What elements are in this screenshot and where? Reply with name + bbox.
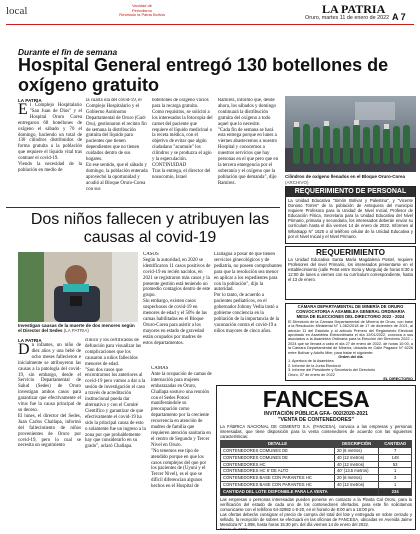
table-row: [221, 482, 412, 489]
story2-byline: LA PATRIA: [18, 338, 42, 343]
cell: CONTENEDORES BASE CON PARANTES HC: [221, 482, 335, 489]
notice3-title: CÁMARA DEPARTAMENTAL DE MINERÍA DE ORURO CONVOCATORIA A ASAMBLEA GENERAL ORDINARIA MESA DE ELECCIONES DEL DIRECTORIO 2022 - 2024: [296, 304, 405, 319]
total-value: 234: [379, 488, 412, 495]
notice2-title: REQUERIMIENTO: [316, 248, 385, 257]
official-speaking-photo: [18, 252, 138, 322]
notice-requerimiento-personal: [285, 186, 416, 244]
table-row: [221, 475, 412, 482]
cell: CONTENEDORES HC: [221, 461, 335, 468]
story1-photo-credit: (ARCHIVO): [285, 180, 309, 185]
cell: 3: [379, 475, 412, 482]
table-row: [221, 454, 412, 461]
cell: 7: [379, 448, 412, 455]
fancesa-ad: [216, 385, 416, 530]
page-number: A 7: [392, 12, 406, 22]
containers-table: [220, 440, 412, 495]
notice1-title: REQUERIMIENTO DE PERSONAL: [286, 187, 415, 197]
fancesa-intro: La FÁBRICA NACIONAL DE CEMENTO S.A. (FANCESA), convoca a las empresas y personas interesadas, que tiene disposición para la venta contenedores de acuerdo con las siguientes características:: [220, 424, 412, 440]
story2-col-c-text: Dn infantes, un niño de diez años y una bebé de ocho meses fallecieron e inicialmente se atribuyeron las causas a la patología del covid-19, sin embargo, desde el Servicio Departamental de Salud (Sedes) de Oruro investigan ambos casos para garantizar que efectivamente el virus fue la causa principal de su deceso. El lunes, el director del Sedes, Juan Carlos Challapa, informó del fallecimiento de niños provenientes de Oruro por covid-19, pero lo cual se necesita un seguimiento: [18, 341, 81, 449]
cell: CONTENEDORES COMUNES DE: [221, 448, 335, 455]
story-divider: [6, 207, 280, 208]
table-row: [221, 461, 412, 468]
table-total-row: [221, 488, 412, 495]
masthead: [0, 0, 420, 30]
story1-col1: [18, 98, 82, 210]
total-label: CANTIDAD DEL LOTE DISPONIBLE PARA LA VENTA: [221, 488, 379, 495]
cell: 40 (12 metros): [334, 454, 378, 461]
table-header-row: [221, 441, 412, 448]
story1-col4: Ramírez, informó que, desde ahora, los sábados y domingo continuará la distribución gratuita del oxígeno a todo aquel que lo necesite. "Cada fin de semana se hará esta entrega porque en lunes a viernes abastecemos a nuestro Hospital y conocemos a nuestros servicios que hay personas en el que pero que en la tercera emergencia por el soberanía y el oxígeno que la población que demanda", dijo Ramírez.: [218, 98, 279, 186]
notice1-body: La Unidad Educativa "Simón Bolívar y Palestina", y "Vicente Donoso Torres" de la población de Antequera del municipio requiere Profesora para la Unidad de Nivel Inicial, Profesor de Educación Física, Secretaria para la Unidad Educativa del Nivel Primario, primaria y secundaria, los interesados deberán enviar su currículum hasta el día viernes 14 de enero de 2022. Informes al Whatsapp N° 1625 o al teléfono celular de la Unidad Educativa y por el Nivel Inicial y el Nivel Primario.: [288, 198, 413, 239]
story2-photo-caption: Investigan causas de la muerte de dos menores según el Director del Sedes (LA PATRIA): [18, 323, 135, 334]
newspaper-logo: LA PATRIA: [322, 2, 386, 16]
story1-col1-text: El Complejo Hospitalario "San Juan de Dios" y el Hospital Oruro Corea entregaron 68 botellones de oxígeno el sábado y 70 el domingo, haciendo un total de 130 cilindros distribuidos de forma gratuita a la población que requiere el líquido vital tras contraer el covid-19.: [18, 101, 82, 162]
cell: 40 (12 metros): [334, 482, 378, 489]
header-rule: [6, 24, 414, 25]
notice-camara-mineria: [285, 303, 416, 381]
dateline: Oruro, martes 11 de enero de 2022: [305, 15, 390, 21]
story1-col1b-text: Viendo la necesidad de la población en medio de: [18, 162, 82, 173]
section-label: local: [6, 5, 28, 17]
table-row: [221, 468, 412, 475]
table-row: [221, 448, 412, 455]
cell: 40' (13.5 metros): [334, 468, 378, 475]
story2-col-c: [18, 338, 81, 528]
fancesa-logo: FANCESA: [262, 386, 370, 412]
notice2-body: La Unidad Educativa Santa María Magdalena Postel, requiere Profesores del nivel Primario, los interesados presentarse en el establecimiento (calle Petot entre Soria y Murguía) de horas 8:30 a 12:00 de lunes a viernes con su currículum correspondiente, hasta el 13 de enero.: [288, 257, 413, 283]
cell: 53: [379, 461, 412, 468]
oxygen-cylinders-photo: [285, 96, 416, 172]
cell: CONTENEDORES COMUNES DE: [221, 454, 335, 461]
fancesa-subtitle: INVITACIÓN PÚBLICA GFA- 002/2020-2021 "VENTA DE CONTENEDORES": [263, 411, 369, 423]
tagline: Vanidad de Periodismo Revelado la Patria Bolivia: [119, 3, 165, 18]
cell: 40 (12 metros): [334, 461, 378, 468]
th-descripcion: DESCRIPCIÓN: [334, 441, 378, 448]
story1-byline: LA PATRIA: [18, 98, 42, 103]
notice3-orden-2: 2. Informe de la Junta Electoral: [288, 363, 341, 368]
notice3-closing: Oruro, 07 de enero de 2022: [288, 372, 335, 377]
fancesa-footer: Las empresas o personas interesadas pueden ponerse en contacto a la Planta Cal Ororu, para la verificación del estado de cada uno de los contenedores ofertados, para este fin solicitamos comunicarse con el teléfono 64-32982 o 8-20, en el horario de 8:00 am a 16:00 pm. Las ofertas deberán consignar el precio de compra del total del lote y entregada en sobre cerrado y sellado, la recepción de sobres se efectuará en las oficinas de FANCESA, ubicadas en Avenida Jaime Mendoza N° 1.098, hasta horas 15:30 pm. del día viernes 14 de enero del 2022. Enero de 2022: [220, 496, 412, 530]
notice3-body: El Directorio de la Cámara Departamental de Minería de Oruro, con base a la Resolución Ministerial N° 1.062/2018 de 17 de diciembre de 2021, al artículo 11 del Estatuto y al artículo Primero del Reglamento Electoral aprobado en Asamblea Extraordinaria el día 12/01/2022, convoca a sus asociados a la Asamblea Ordinaria para la Elección del Directorio 2022 – 2024 que se llevará a cabo el día 27 de enero de 2022, de horas 10:00, a la Cámara Departamental de Minería, ubicada en Calle Pagador N° 6226 entre Bolívar y Adolfo Mier, para tratar el siguiente:: [288, 319, 413, 355]
th-cantidad: CANTIDAD: [379, 441, 412, 448]
story2-col-e: CAMAS Ante la ocupación de camas de internación para mujeres embarazadas en Oruro, Challapa sostuvo una reunión con el Sedes Potosí manifestándole su preocupación como departamento por la creciente recurrencia en atención de madres de familia que requieren atención sanitaria en el centro de Segundo y Tercer Nivel en Oruro. "No tenemos ese tipo de atendido porque en que los casos complejos del que por los pacientes de (Uyuni y el Tercer Nivel), es el que se difícil diferencian algunos hechos en el Hospital de: [151, 366, 212, 490]
story1-headline: Hospital General entregó 130 botellones de oxígeno gratuito: [18, 55, 389, 95]
cell: 148: [379, 454, 412, 461]
cell: CONTENEDORES HC 6' DE ALTO: [221, 468, 335, 475]
cell: CONTENEDORES BASE CON PARANTES HC: [221, 475, 335, 482]
notice3-signature: EL DIRECTORIO: [383, 377, 413, 381]
story2-headline: Dos niños fallecen y atribuyen las causas al covid-19: [30, 211, 270, 246]
notice3-orden-label: Orden del día: [338, 354, 363, 359]
cell: 1: [379, 482, 412, 489]
story1-photo: [285, 96, 416, 172]
th-detalle: DETALLE: [221, 441, 335, 448]
cell: 1: [379, 468, 412, 475]
dropcap-2: D: [18, 341, 30, 358]
story1-col3: botellones de oxígeno vacíos para la recarga gratuita. Como requisitos, se solicitó a los interesados la fotocopia del carnet del paciente que requiere el líquido medicinal o la receta médica, con el objetivo de evitar que algún ciudadano "acumule" los cilindros y se produzca el agio y la especulación. CONTINUIDAD Tras la entrega, el director del nosocomio, Israel: [152, 98, 213, 180]
story2-col-d: clínico y los certificados de defunción para visualizar las complicaciones que los causaron a niños fallecidos menores de edad. "Son dos casos que encontrarnos los anteriores al covid-19 pero vamos a dar a la sesión de investigación el caso a través de acreditación institucional pueda dar alternativa y con el Comité Científico y garantizar de que efectivamente el covid-19 ha sido la principal causa de esto o solamente fue un ingreso a la zona por que probablemente hay que considerarlo en su grado", aclaró Challapa.: [85, 338, 146, 450]
cell: 20 (6 metros): [334, 475, 378, 482]
cell: 20 (6 metros): [334, 448, 378, 455]
story2-photo-credit: (LA PATRIA): [63, 328, 89, 334]
dropcap: E: [18, 101, 28, 118]
notice3-orden-1: 1. Apertura de la Asamblea: [288, 359, 334, 364]
notice3-orden-3: 3. Informe del Presidente y Secretario del Directorio: [288, 368, 376, 373]
story2-photo: [18, 252, 138, 322]
notice-requerimiento: [285, 246, 416, 300]
story1-col2: la cuarta ola del covid-19, el Complejo Hospitalario y el Gobierno Autónomo Departamental de Oruro (Gad-Oru), gestionaron el recinto fin de semana la distribución gratuita del líquido para pacientes que tienen dependientes que no tienen cuidados dentro de sus hogares. En ese sentido, que el sábado y domingo, la población enterada aprovechó la oportunidad y acudió al Bloque Oruro-Corea con sus: [86, 98, 148, 192]
story2-col-b: Llallagua a posar de que tienen servicios ginecológicos y de pediatría, no poseen comprobantes para que la resolución sea menor en aplicar a los expedientes para con la población", dijo la autoridad. Por lo tanto, de acuerdo a pacientes pediatricos, en el gobernador Johnny Vedia instó a gobierne conciencia en la población de la importancia de la vacunación contra el covid-19 a niños mayores de cinco años.: [214, 252, 282, 334]
story1-kicker: Durante el fin de semana: [18, 47, 118, 57]
story1-photo-caption: Cilindros de oxígeno llenados en el Bloque Oruro-Corea: [285, 174, 406, 179]
story2-col-a: CASOS Según la autoridad, en 2020 se identificaron 11 casos positivos de covid-19 en recién nacidos, en 2021 se registraron más casos y la presente gestión está teniendo un promedio contagios dentro de este grupo. Sin embargo, existen casos sospechosos de covid-19 en menores de edad y el 50% de las camas habilitadas en el Bloque Oruro-Corea para asistir a los mayores en estado de gravedad están ocupados por madres de estos departamentos.: [143, 252, 211, 346]
